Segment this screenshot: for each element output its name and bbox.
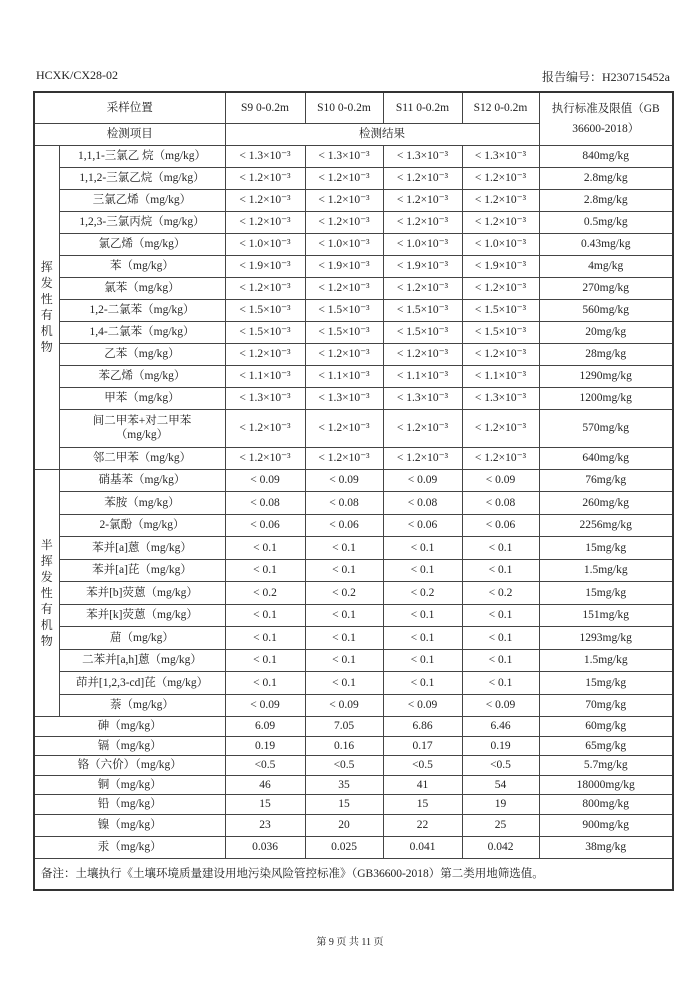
table-row: [34, 189, 673, 211]
table-row: [34, 255, 673, 277]
result-value: < 0.2: [462, 582, 539, 605]
result-value: < 0.06: [383, 514, 462, 537]
limit-value: 840mg/kg: [539, 145, 673, 167]
sample-location-label: 采样位置: [34, 92, 225, 123]
result-value: < 1.1×10⁻³: [225, 365, 305, 387]
limit-value: 1293mg/kg: [539, 627, 673, 650]
note-row: [34, 858, 673, 890]
note-text: 备注：土壤执行《土壤环境质量建设用地污染风险管控标准》（GB36600-2018）第二类用地筛选值。: [34, 858, 673, 890]
result-value: < 1.2×10⁻³: [383, 189, 462, 211]
result-value: < 0.09: [462, 694, 539, 717]
item-name: 氯乙烯（mg/kg）: [59, 233, 225, 255]
result-value: < 1.2×10⁻³: [305, 189, 383, 211]
result-value: < 0.2: [225, 582, 305, 605]
table-row: [34, 795, 673, 815]
result-value: < 1.2×10⁻³: [305, 277, 383, 299]
item-name: 苯（mg/kg）: [59, 255, 225, 277]
result-value: < 1.5×10⁻³: [383, 321, 462, 343]
table-row: [34, 299, 673, 321]
limit-value: 260mg/kg: [539, 492, 673, 515]
limit-value: 800mg/kg: [539, 795, 673, 815]
limit-value: 18000mg/kg: [539, 775, 673, 795]
result-value: < 1.0×10⁻³: [225, 233, 305, 255]
result-value: < 1.2×10⁻³: [305, 167, 383, 189]
limit-value: 1200mg/kg: [539, 387, 673, 409]
result-value: < 1.2×10⁻³: [383, 167, 462, 189]
result-value: < 1.3×10⁻³: [383, 387, 462, 409]
result-value: <0.5: [462, 756, 539, 776]
table-row: [34, 836, 673, 858]
sample-header: S9 0-0.2m: [225, 92, 305, 123]
result-value: < 0.1: [225, 672, 305, 695]
result-value: < 1.2×10⁻³: [383, 343, 462, 365]
result-value: 35: [305, 775, 383, 795]
item-name: 汞（mg/kg）: [34, 836, 225, 858]
result-value: < 1.5×10⁻³: [225, 299, 305, 321]
result-value: < 1.1×10⁻³: [383, 365, 462, 387]
result-value: < 1.2×10⁻³: [225, 211, 305, 233]
result-value: < 1.2×10⁻³: [383, 409, 462, 447]
result-value: < 1.3×10⁻³: [462, 145, 539, 167]
limit-value: 76mg/kg: [539, 469, 673, 492]
table-row: [34, 409, 673, 447]
result-value: < 0.1: [305, 559, 383, 582]
result-value: 0.19: [462, 736, 539, 756]
result-value: < 1.2×10⁻³: [462, 343, 539, 365]
item-name: 1,2,3-三氯丙烷（mg/kg）: [59, 211, 225, 233]
limit-value: 151mg/kg: [539, 604, 673, 627]
result-value: 20: [305, 814, 383, 836]
result-value: < 0.08: [305, 492, 383, 515]
limit-value: 2.8mg/kg: [539, 167, 673, 189]
result-value: < 1.3×10⁻³: [305, 145, 383, 167]
result-value: < 0.1: [225, 559, 305, 582]
item-name: 铜（mg/kg）: [34, 775, 225, 795]
result-value: < 0.09: [225, 694, 305, 717]
result-value: 19: [462, 795, 539, 815]
result-value: < 0.06: [225, 514, 305, 537]
result-value: < 0.1: [383, 604, 462, 627]
result-value: < 1.9×10⁻³: [462, 255, 539, 277]
item-name: 砷（mg/kg）: [34, 717, 225, 737]
limit-value: 2.8mg/kg: [539, 189, 673, 211]
result-value: 15: [305, 795, 383, 815]
table-row: [34, 717, 673, 737]
result-value: 0.036: [225, 836, 305, 858]
table-row: [34, 492, 673, 515]
result-value: < 1.3×10⁻³: [383, 145, 462, 167]
table-row: [34, 537, 673, 560]
table-row: [34, 694, 673, 717]
table-row: [34, 582, 673, 605]
result-value: < 0.1: [462, 537, 539, 560]
result-value: < 1.1×10⁻³: [305, 365, 383, 387]
result-value: < 1.2×10⁻³: [305, 343, 383, 365]
table-row: [34, 145, 673, 167]
result-value: < 1.9×10⁻³: [305, 255, 383, 277]
result-value: < 1.2×10⁻³: [383, 447, 462, 469]
table-row: [34, 627, 673, 650]
table-row: [34, 756, 673, 776]
result-value: 41: [383, 775, 462, 795]
item-name: 1,1,2-三氯乙烷（mg/kg）: [59, 167, 225, 189]
result-value: < 0.1: [225, 649, 305, 672]
result-value: < 0.06: [462, 514, 539, 537]
table-row: [34, 469, 673, 492]
result-value: 54: [462, 775, 539, 795]
result-value: < 0.1: [462, 672, 539, 695]
standard-label: 执行标准及限值（GB 36600-2018）: [539, 92, 673, 145]
item-name: 乙苯（mg/kg）: [59, 343, 225, 365]
result-value: < 1.5×10⁻³: [305, 299, 383, 321]
limit-value: 15mg/kg: [539, 672, 673, 695]
result-value: < 1.0×10⁻³: [305, 233, 383, 255]
result-value: < 0.1: [305, 604, 383, 627]
result-value: < 0.09: [225, 469, 305, 492]
item-name: 䓛（mg/kg）: [59, 627, 225, 650]
limit-value: 38mg/kg: [539, 836, 673, 858]
item-name: 1,4-二氯苯（mg/kg）: [59, 321, 225, 343]
limit-value: 1290mg/kg: [539, 365, 673, 387]
result-value: < 1.2×10⁻³: [225, 189, 305, 211]
item-name: 铅（mg/kg）: [34, 795, 225, 815]
item-name: 邻二甲苯（mg/kg）: [59, 447, 225, 469]
result-value: < 0.06: [305, 514, 383, 537]
result-value: < 1.3×10⁻³: [462, 387, 539, 409]
result-value: < 1.2×10⁻³: [462, 211, 539, 233]
result-value: <0.5: [225, 756, 305, 776]
table-row: [34, 211, 673, 233]
item-label: 检测项目: [34, 123, 225, 145]
item-name: 二苯并[a,h]蒽（mg/kg）: [59, 649, 225, 672]
item-name: 苯并[k]荧蒽（mg/kg）: [59, 604, 225, 627]
limit-value: 70mg/kg: [539, 694, 673, 717]
result-value: < 1.0×10⁻³: [383, 233, 462, 255]
item-name: 甲苯（mg/kg）: [59, 387, 225, 409]
result-value: < 1.9×10⁻³: [383, 255, 462, 277]
result-value: < 1.2×10⁻³: [225, 277, 305, 299]
result-value: < 1.2×10⁻³: [225, 167, 305, 189]
result-value: < 0.1: [462, 627, 539, 650]
result-value: 7.05: [305, 717, 383, 737]
item-name: 氯苯（mg/kg）: [59, 277, 225, 299]
result-value: < 1.2×10⁻³: [225, 343, 305, 365]
item-name: 茚并[1,2,3-cd]芘（mg/kg）: [59, 672, 225, 695]
result-value: < 1.2×10⁻³: [305, 447, 383, 469]
result-value: < 0.1: [225, 537, 305, 560]
limit-value: 1.5mg/kg: [539, 649, 673, 672]
table-row: [34, 343, 673, 365]
limit-value: 1.5mg/kg: [539, 559, 673, 582]
table-row: [34, 649, 673, 672]
result-value: < 0.1: [383, 627, 462, 650]
limit-value: 0.5mg/kg: [539, 211, 673, 233]
result-value: < 1.2×10⁻³: [462, 447, 539, 469]
item-name: 镉（mg/kg）: [34, 736, 225, 756]
limit-value: 15mg/kg: [539, 537, 673, 560]
table-row: [34, 514, 673, 537]
result-value: < 0.1: [383, 672, 462, 695]
result-value: < 0.1: [383, 649, 462, 672]
table-row: [34, 233, 673, 255]
limit-value: 15mg/kg: [539, 582, 673, 605]
limit-value: 560mg/kg: [539, 299, 673, 321]
result-value: < 0.1: [305, 627, 383, 650]
result-value: < 1.2×10⁻³: [305, 409, 383, 447]
limit-value: 2256mg/kg: [539, 514, 673, 537]
table-row: [34, 387, 673, 409]
header-row: [34, 92, 673, 123]
limit-value: 0.43mg/kg: [539, 233, 673, 255]
result-value: < 0.09: [305, 469, 383, 492]
result-label: 检测结果: [225, 123, 539, 145]
result-value: 23: [225, 814, 305, 836]
result-value: 25: [462, 814, 539, 836]
result-value: < 0.08: [462, 492, 539, 515]
sample-header: S12 0-0.2m: [462, 92, 539, 123]
sample-header: S10 0-0.2m: [305, 92, 383, 123]
result-value: < 1.5×10⁻³: [383, 299, 462, 321]
table-row: [34, 365, 673, 387]
result-value: < 0.1: [462, 604, 539, 627]
result-value: < 0.09: [383, 694, 462, 717]
result-value: < 0.1: [305, 672, 383, 695]
limit-value: 20mg/kg: [539, 321, 673, 343]
limit-value: 60mg/kg: [539, 717, 673, 737]
table-row: [34, 277, 673, 299]
result-value: < 1.5×10⁻³: [225, 321, 305, 343]
result-value: < 1.5×10⁻³: [462, 321, 539, 343]
item-name: 苯胺（mg/kg）: [59, 492, 225, 515]
result-value: 6.86: [383, 717, 462, 737]
result-value: < 0.1: [225, 627, 305, 650]
table-row: [34, 736, 673, 756]
item-name: 萘（mg/kg）: [59, 694, 225, 717]
result-value: < 1.5×10⁻³: [462, 299, 539, 321]
sample-header: S11 0-0.2m: [383, 92, 462, 123]
result-value: < 1.2×10⁻³: [225, 409, 305, 447]
result-value: < 1.1×10⁻³: [462, 365, 539, 387]
result-value: <0.5: [305, 756, 383, 776]
result-value: < 0.1: [225, 604, 305, 627]
item-name: 苯并[b]荧蒽（mg/kg）: [59, 582, 225, 605]
result-value: < 1.2×10⁻³: [462, 189, 539, 211]
result-value: 6.09: [225, 717, 305, 737]
item-name: 铬（六价）（mg/kg）: [34, 756, 225, 776]
result-value: 15: [225, 795, 305, 815]
limit-value: 270mg/kg: [539, 277, 673, 299]
result-value: 0.042: [462, 836, 539, 858]
item-name: 1,1,1-三氯乙 烷（mg/kg）: [59, 145, 225, 167]
limit-value: 900mg/kg: [539, 814, 673, 836]
result-value: < 1.2×10⁻³: [225, 447, 305, 469]
result-value: < 0.1: [383, 559, 462, 582]
result-value: < 1.3×10⁻³: [225, 387, 305, 409]
result-value: < 0.2: [305, 582, 383, 605]
limit-value: 65mg/kg: [539, 736, 673, 756]
item-name: 1,2-二氯苯（mg/kg）: [59, 299, 225, 321]
limit-value: 640mg/kg: [539, 447, 673, 469]
results-table: [33, 91, 674, 891]
result-value: < 1.3×10⁻³: [225, 145, 305, 167]
item-name: 间二甲苯+对二甲苯（mg/kg）: [59, 409, 225, 447]
result-value: < 1.2×10⁻³: [462, 277, 539, 299]
table-row: [34, 559, 673, 582]
result-value: < 0.09: [462, 469, 539, 492]
result-value: 0.041: [383, 836, 462, 858]
result-value: 15: [383, 795, 462, 815]
result-value: < 0.09: [305, 694, 383, 717]
result-value: < 0.1: [462, 559, 539, 582]
result-value: 0.17: [383, 736, 462, 756]
result-value: < 1.2×10⁻³: [383, 277, 462, 299]
result-value: 46: [225, 775, 305, 795]
result-value: < 0.08: [383, 492, 462, 515]
item-name: 苯并[a]芘（mg/kg）: [59, 559, 225, 582]
table-row: [34, 672, 673, 695]
page-number: 第 9 页 共 11 页: [316, 937, 384, 948]
result-value: < 1.0×10⁻³: [462, 233, 539, 255]
result-value: 0.16: [305, 736, 383, 756]
limit-value: 5.7mg/kg: [539, 756, 673, 776]
limit-value: 570mg/kg: [539, 409, 673, 447]
limit-value: 28mg/kg: [539, 343, 673, 365]
item-name: 三氯乙烯（mg/kg）: [59, 189, 225, 211]
result-value: < 1.5×10⁻³: [305, 321, 383, 343]
result-value: <0.5: [383, 756, 462, 776]
item-name: 2-氯酚（mg/kg）: [59, 514, 225, 537]
table-row: [34, 814, 673, 836]
limit-value: 4mg/kg: [539, 255, 673, 277]
result-value: < 1.2×10⁻³: [305, 211, 383, 233]
result-value: 22: [383, 814, 462, 836]
table-row: [34, 775, 673, 795]
result-value: 0.025: [305, 836, 383, 858]
result-value: < 0.1: [305, 537, 383, 560]
result-value: < 0.1: [383, 537, 462, 560]
result-value: < 1.2×10⁻³: [462, 409, 539, 447]
table-row: [34, 321, 673, 343]
item-name: 苯乙烯（mg/kg）: [59, 365, 225, 387]
item-name: 镍（mg/kg）: [34, 814, 225, 836]
result-value: < 1.2×10⁻³: [383, 211, 462, 233]
result-value: < 1.9×10⁻³: [225, 255, 305, 277]
table-row: [34, 447, 673, 469]
item-name: 硝基苯（mg/kg）: [59, 469, 225, 492]
result-value: < 0.09: [383, 469, 462, 492]
group-label: 半挥发性有机物: [34, 469, 59, 717]
form-code: HCXK/CX28-02: [36, 68, 119, 82]
result-value: < 1.3×10⁻³: [305, 387, 383, 409]
result-value: < 0.2: [383, 582, 462, 605]
table-row: [34, 604, 673, 627]
item-name: 苯并[a]蒽（mg/kg）: [59, 537, 225, 560]
result-value: 6.46: [462, 717, 539, 737]
result-value: < 1.2×10⁻³: [462, 167, 539, 189]
result-value: < 0.08: [225, 492, 305, 515]
result-value: 0.19: [225, 736, 305, 756]
table-row: [34, 167, 673, 189]
report-number: 报告编号：H230715452a: [542, 70, 670, 84]
group-label: 挥发性有机物: [34, 145, 59, 469]
result-value: < 0.1: [305, 649, 383, 672]
result-value: < 0.1: [462, 649, 539, 672]
